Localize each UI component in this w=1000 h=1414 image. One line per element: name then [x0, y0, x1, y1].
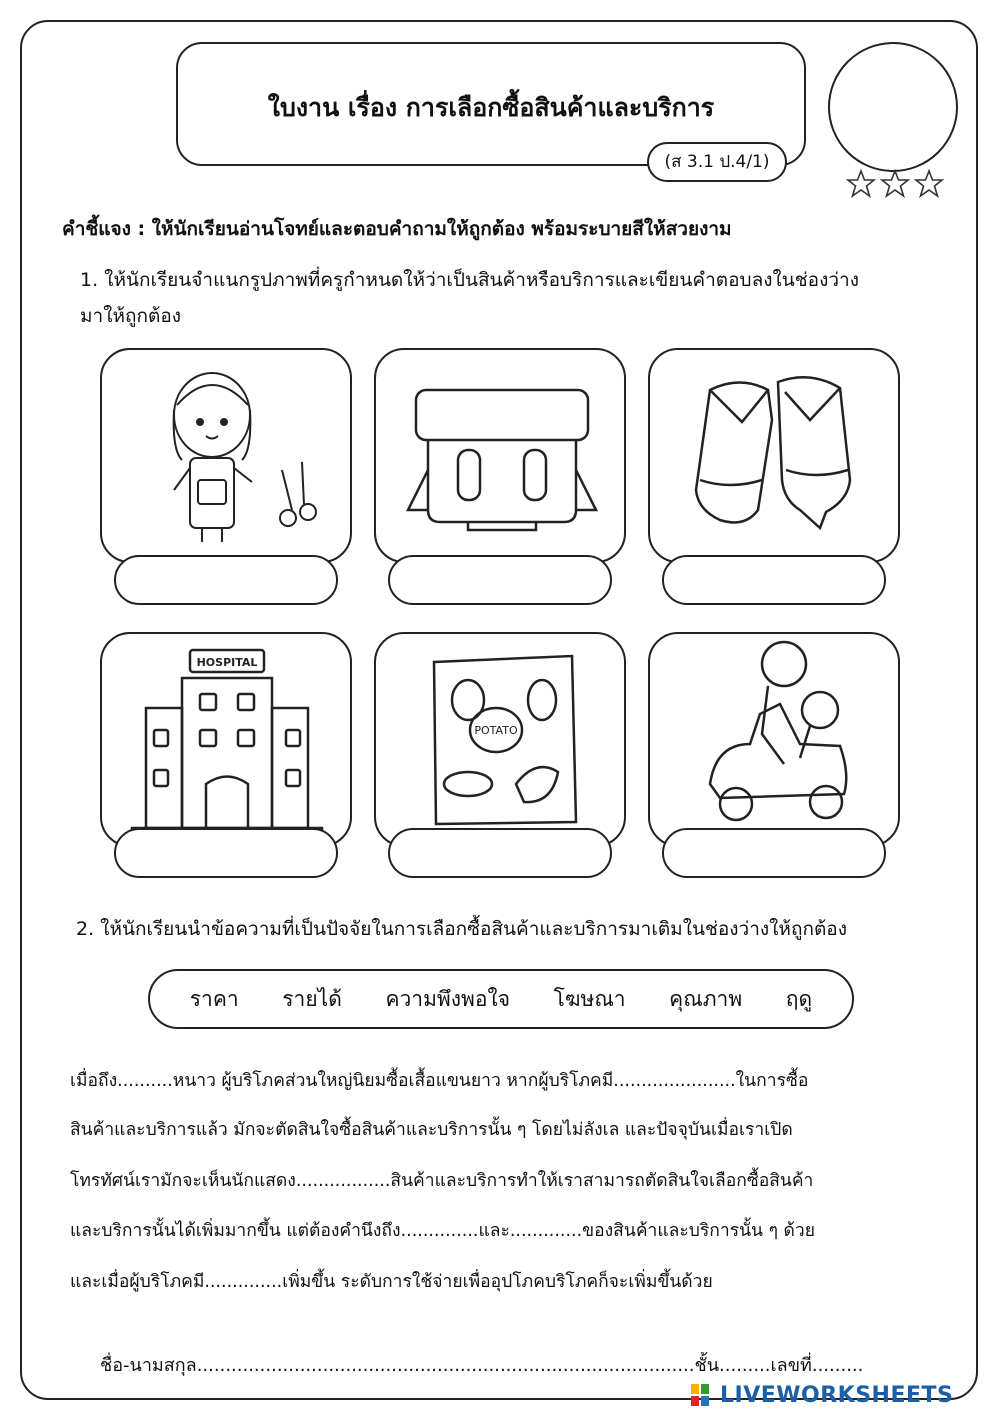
crayons-icon: [650, 350, 902, 565]
answer-box-6[interactable]: [662, 828, 886, 878]
answer-box-5[interactable]: [388, 828, 612, 878]
picture-card-crayons: [648, 348, 900, 563]
star-icon: [916, 171, 942, 196]
worksheet-title: ใบงาน เรื่อง การเลือกซื้อสินค้าและบริการ: [267, 93, 715, 122]
star-icon: [848, 171, 874, 196]
word-bank-item[interactable]: ฤดู: [785, 986, 813, 1011]
question-1: [80, 262, 960, 334]
answer-box-3[interactable]: [662, 555, 886, 605]
picture-card-hospital: [100, 632, 352, 847]
hospital-icon: [102, 634, 354, 849]
chips-bag-label: POTATO: [474, 724, 518, 737]
hospital-sign: HOSPITAL: [196, 656, 258, 669]
word-bank-item[interactable]: รายได้: [282, 986, 342, 1011]
question-1-line2: มาให้ถูกต้อง: [80, 305, 182, 327]
fill-in-paragraph-line: สินค้าและบริการแล้ว มักจะตัดสินใจซื้อสินค้าและบริการนั้น ๆ โดยไม่ลังเล และปัจจุบันเมื่อเราเปิด: [70, 1120, 793, 1140]
motorbike-taxi-icon: [650, 634, 902, 849]
potato-chips-icon: [376, 634, 628, 849]
word-bank-item[interactable]: ความพึงพอใจ: [385, 986, 511, 1011]
instructions: คำชี้แจง : ให้นักเรียนอ่านโจทย์และตอบคำถามให้ถูกต้อง พร้อมระบายสีให้สวยงาม: [62, 218, 732, 240]
fill-in-paragraph-line[interactable]: และบริการนั้นได้เพิ่มมากขึ้น แต่ต้องคำนึงถึง..............และ.............ของสินค้าและบริการนั้น ๆ ด้วย: [70, 1221, 815, 1241]
liveworksheets-logo-icon: [690, 1382, 720, 1408]
answer-box-2[interactable]: [388, 555, 612, 605]
question-2: 2. ให้นักเรียนนำข้อความที่เป็นปัจจัยในการเลือกซื้อสินค้าและบริการมาเติมในช่องว่างให้ถูกต้อง: [76, 918, 847, 940]
school-bag-icon: [376, 350, 628, 565]
picture-card-hairdresser: [100, 348, 352, 563]
liveworksheets-logo: [690, 1380, 953, 1410]
word-bank: [148, 969, 854, 1029]
hairdresser-icon: [102, 350, 354, 565]
score-circle: [828, 42, 958, 172]
answer-box-1[interactable]: [114, 555, 338, 605]
fill-in-paragraph-line[interactable]: โทรทัศน์เรามักจะเห็นนักแสดง.................สินค้าและบริการทำให้เราสามารถตัดสินใจเลือกซื้อสินค้า: [70, 1171, 814, 1191]
word-bank-item[interactable]: คุณภาพ: [669, 986, 743, 1011]
word-bank-item[interactable]: ราคา: [189, 986, 239, 1011]
liveworksheets-logo-text: LIVEWORKSHEETS: [720, 1382, 954, 1408]
curriculum-code: (ส 3.1 ป.4/1): [647, 142, 787, 182]
student-name-line[interactable]: ชื่อ-นามสกุล.......................................................................................ชั้น.........เลขที่.........: [100, 1355, 864, 1376]
question-1-line1: 1. ให้นักเรียนจำแนกรูปภาพที่ครูกำหนดให้ว่าเป็นสินค้าหรือบริการและเขียนคำตอบลงในช่องว่าง: [80, 269, 859, 291]
picture-card-chips: [374, 632, 626, 847]
answer-box-4[interactable]: [114, 828, 338, 878]
star-icon: [882, 171, 908, 196]
word-bank-item[interactable]: โฆษณา: [553, 986, 626, 1011]
picture-card-bag: [374, 348, 626, 563]
fill-in-paragraph-line[interactable]: และเมื่อผู้บริโภคมี..............เพิ่มขึ้น ระดับการใช้จ่ายเพื่ออุปโภคบริโภคก็จะเพิ่มขึ้นด้วย: [70, 1272, 713, 1292]
rating-stars: [845, 168, 945, 200]
fill-in-paragraph-line[interactable]: เมื่อถึง..........หนาว ผู้บริโภคส่วนใหญ่นิยมซื้อเสื้อแขนยาว หากผู้บริโภคมี......................ในการซื้อ: [70, 1071, 809, 1091]
picture-card-motorbike: [648, 632, 900, 847]
